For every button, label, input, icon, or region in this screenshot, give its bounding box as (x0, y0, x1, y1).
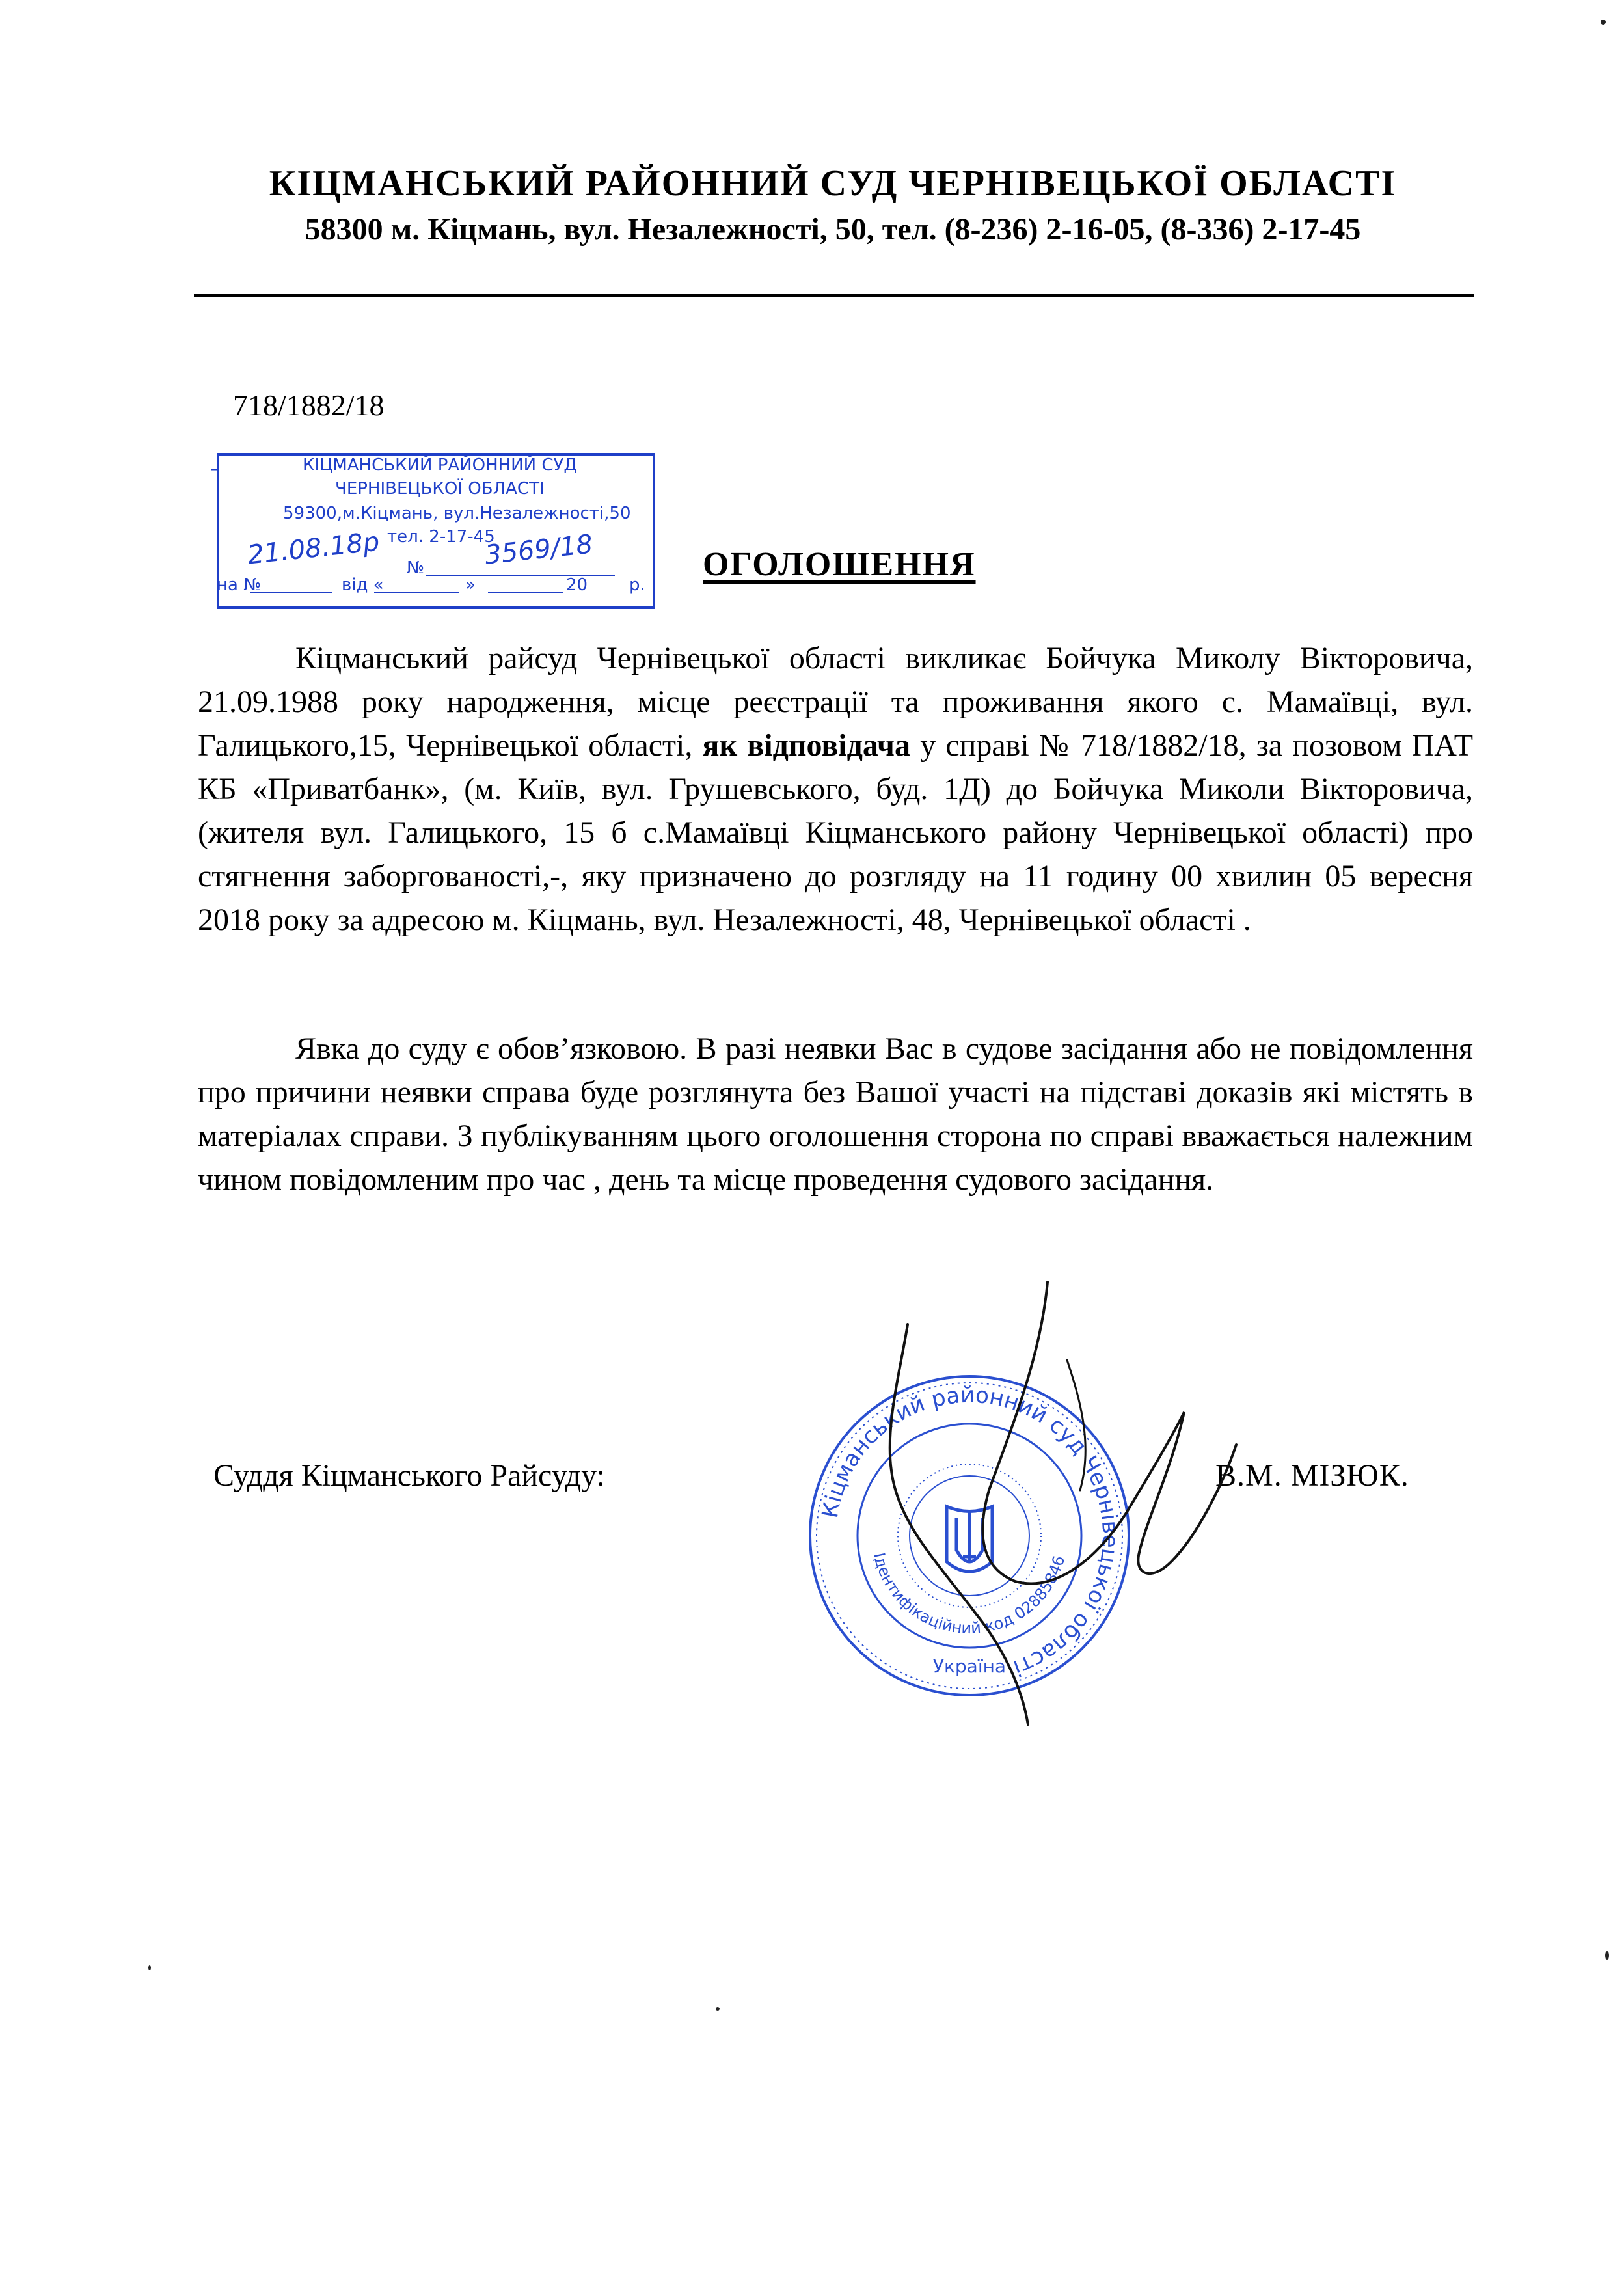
seal-outer-text: Кіцманський районний суд Чернівецької області (817, 1382, 1124, 1682)
paragraph-1-bold-text: як відповідача (702, 728, 911, 763)
paragraph-1-text-b: у справі № 718/1882/18, за позовом ПАТ КБ «Приватбанк», (м. Київ, вул. Грушевського, буд. 1Д) до Бойчука Миколи Вікторовича,(жителя вул. Галицького, 15 б с.Мамаївці Кіцманського району Чернівецької області) про стягнення заборгованості,-, яку призначено до розгляду на 11 годину 00 хвилин 05 вересня 2018 року за адресою м. Кіцмань, вул. Незалежності, 48, Чернівецької області . (198, 728, 1474, 937)
announcement-paragraph-2 (198, 1027, 1473, 1201)
registration-stamp-line2: ЧЕРНІВЕЦЬКОЇ ОБЛАСТІ (335, 479, 545, 498)
seal-bottom-text: Україна (932, 1655, 1007, 1677)
signature-scribble (846, 1275, 1249, 1731)
header-divider (194, 294, 1474, 297)
paragraph-2-text: Явка до суду є обов’язковою. В разі неявки Вас в судове засідання або не повідомлення про причини неявки справа буде розглянута без Вашої участі на підставі доказів які містять в матеріалах справи. З публікуванням цього оголошення сторона по справі вважається належним чином повідомленим про час , день та місце проведення судового засідання. (198, 1031, 1473, 1197)
scan-speck (716, 2007, 720, 2011)
registration-stamp-date-mid: » (465, 575, 476, 595)
registration-stamp-number-label: на № (217, 575, 262, 595)
announcement-paragraph-1 (198, 636, 1473, 942)
registration-stamp-year-prefix: 20 (566, 575, 588, 595)
document-title: ОГОЛОШЕННЯ (703, 546, 976, 583)
seal-inner-text: Ідентифікаційний код 02885846 (869, 1551, 1069, 1638)
scan-speck (1601, 20, 1606, 25)
registration-stamp (211, 450, 660, 613)
registration-stamp-handwritten-date: 21.08.18р (246, 526, 381, 571)
registration-stamp-line3: 59300,м.Кіцмань, вул.Незалежності,50 (283, 504, 631, 523)
registration-stamp-line4: тел. 2-17-45 (387, 527, 495, 547)
registration-stamp-year-suffix: р. (629, 575, 645, 595)
paragraph-1-text-a: Кіцманський райсуд Чернівецької області викликає Бойчука Миколу Вікторовича, 21.09.1988 року народження, місце реєстрації та проживання якого с. Мамаївці, вул. Галицького,15, Чернівецької області, (198, 641, 1473, 763)
court-name: КІЦМАНСЬКИЙ РАЙОННИЙ СУД ЧЕРНІВЕЦЬКОЇ ОБЛАСТІ (269, 163, 1397, 204)
judge-title: Суддя Кіцманського Райсуду: (213, 1458, 605, 1493)
registration-stamp-line1: КІЦМАНСЬКИЙ РАЙОННИЙ СУД (303, 456, 577, 475)
scan-speck (148, 1965, 151, 1970)
judge-name: В.М. МІЗЮК. (1215, 1458, 1409, 1493)
court-address: 58300 м. Кіцмань, вул. Незалежності, 50, тел. (8-236) 2-16-05, (8-336) 2-17-45 (304, 212, 1361, 247)
scan-speck (1605, 1951, 1609, 1960)
registration-stamp-no-label: № (407, 558, 425, 578)
judge-signature (846, 1275, 1249, 1731)
registration-stamp-date-label: від « (342, 575, 384, 595)
registration-stamp-handwritten-number: 3569/18 (483, 529, 595, 571)
case-number: 718/1882/18 (233, 388, 385, 422)
